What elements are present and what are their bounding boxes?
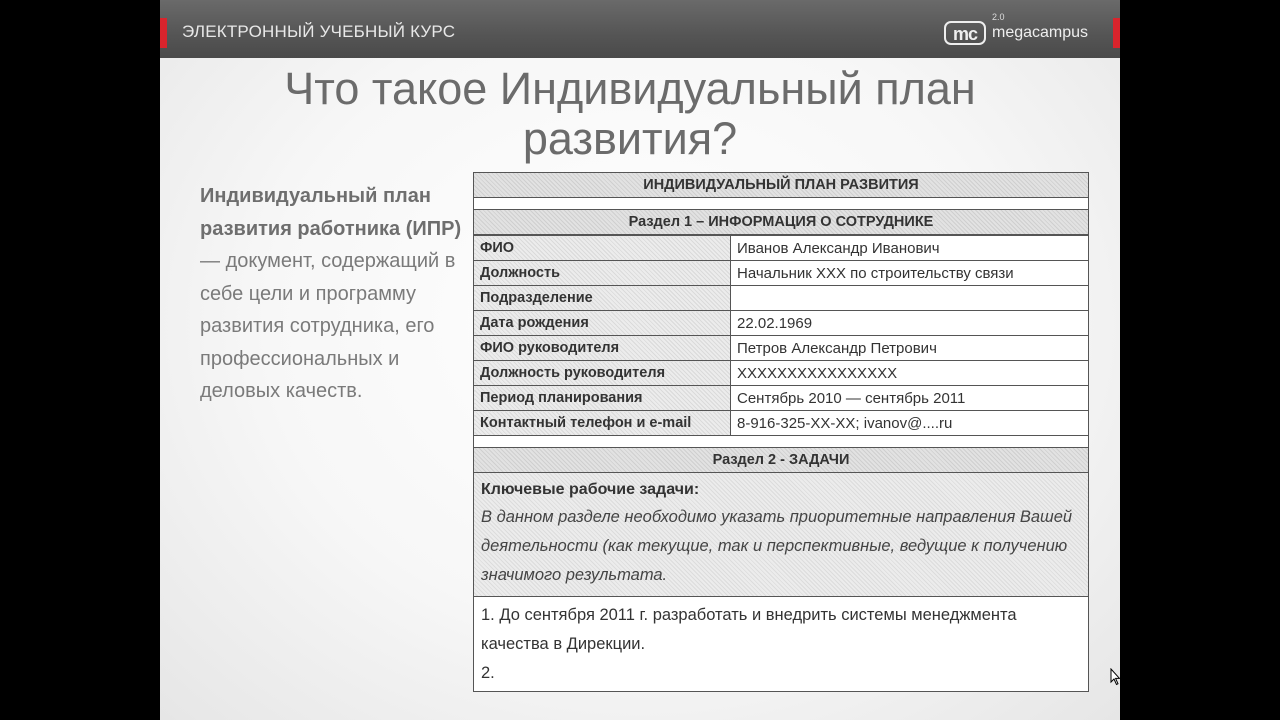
info-label: Подразделение — [474, 286, 731, 311]
section2-title: Раздел 2 - ЗАДАЧИ — [473, 447, 1089, 473]
info-row — [474, 386, 1089, 411]
section1-title: Раздел 1 – ИНФОРМАЦИЯ О СОТРУДНИКЕ — [473, 209, 1089, 235]
definition-text — [200, 180, 470, 408]
right-accent-mark — [1113, 18, 1120, 48]
info-label: ФИО руководителя — [474, 336, 731, 361]
spacer — [473, 198, 1089, 209]
definition-dash: — — [200, 250, 220, 272]
course-label: ЭЛЕКТРОННЫЙ УЧЕБНЫЙ КУРС — [182, 22, 456, 41]
info-row — [474, 336, 1089, 361]
info-value: Сентябрь 2010 — сентябрь 2011 — [731, 386, 1089, 411]
tasks-hint: В данном разделе необходимо указать приоритетные направления Вашей деятельности (как текущие, так и перспективные, ведущие к получению значимого результата. — [481, 508, 1073, 584]
definition-body: документ, содержащий в себе цели и программу развития сотрудника, его профессиональных и деловых качеств. — [200, 250, 456, 402]
logo-name: megacampus — [992, 24, 1089, 41]
tasks-list — [473, 597, 1089, 692]
info-row — [474, 411, 1089, 436]
megacampus-logo — [944, 12, 1089, 48]
slide-title-line2: развития? — [522, 113, 738, 164]
document-title: ИНДИВИДУАЛЬНЫЙ ПЛАН РАЗВИТИЯ — [473, 172, 1089, 198]
info-value: Иванов Александр Иванович — [731, 236, 1089, 261]
logo-version: 2.0 — [992, 12, 1005, 22]
employee-info-table — [473, 235, 1089, 436]
tasks-heading: Ключевые рабочие задачи: — [481, 481, 700, 498]
slide-title-line1: Что такое Индивидуальный план — [284, 63, 976, 114]
info-label: Должность — [474, 261, 731, 286]
info-value: Начальник XXX по строительству связи — [731, 261, 1089, 286]
spacer — [473, 436, 1089, 447]
info-value: XXXXXXXXXXXXXXXX — [731, 361, 1089, 386]
info-row — [474, 361, 1089, 386]
development-plan-document — [473, 172, 1089, 692]
slide — [160, 0, 1120, 720]
info-label: Должность руководителя — [474, 361, 731, 386]
info-value: Петров Александр Петрович — [731, 336, 1089, 361]
definition-term: Индивидуальный план развития работника (ИПР) — [200, 185, 462, 240]
info-row — [474, 311, 1089, 336]
info-label: ФИО — [474, 236, 731, 261]
info-label: Период планирования — [474, 386, 731, 411]
logo-mark: mc — [944, 21, 986, 45]
info-row — [474, 286, 1089, 311]
info-label: Контактный телефон и e-mail — [474, 411, 731, 436]
header-bar — [160, 0, 1120, 58]
mouse-cursor-icon — [1110, 668, 1120, 686]
task-item-2: 2. — [481, 664, 495, 682]
info-row — [474, 236, 1089, 261]
info-value: 22.02.1969 — [731, 311, 1089, 336]
info-label: Дата рождения — [474, 311, 731, 336]
left-accent-mark — [160, 18, 167, 48]
info-row — [474, 261, 1089, 286]
info-value — [731, 286, 1089, 311]
info-value: 8-916-325-XX-XX; ivanov@....ru — [731, 411, 1089, 436]
task-item-1: 1. До сентября 2011 г. разработать и внедрить системы менеджмента качества в Дирекции. — [481, 606, 1017, 653]
tasks-description — [473, 473, 1089, 597]
slide-title — [200, 64, 1060, 164]
logo-name-wrap — [992, 12, 1089, 42]
